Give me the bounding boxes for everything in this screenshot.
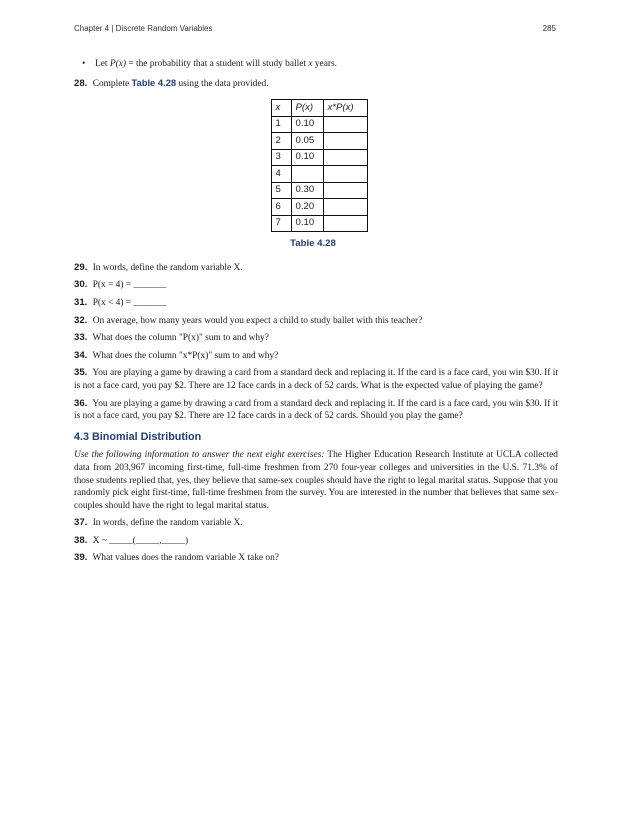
table-row	[271, 133, 367, 150]
question-text: What values does the random variable X take on?	[92, 553, 279, 564]
question-38	[74, 535, 558, 548]
question-34	[74, 350, 558, 363]
question-31	[74, 297, 558, 310]
bullet-text-post: years.	[312, 59, 337, 69]
bullet-text-mid: = the probability that a student will study ballet	[125, 59, 309, 69]
question-number: 34.	[74, 349, 88, 361]
table-row	[271, 116, 367, 133]
question-35	[74, 367, 558, 392]
table-container	[74, 99, 558, 251]
question-28	[74, 77, 558, 91]
question-number: 35.	[74, 367, 88, 379]
cell-xpx[interactable]	[323, 149, 367, 166]
page-number: 285	[542, 24, 556, 33]
cell-px: 0.10	[291, 149, 323, 166]
question-text: What does the column "x*P(x)" sum to and why?	[92, 350, 279, 361]
question-text: P(x < 4) = _______	[92, 297, 167, 308]
section-title: 4.3 Binomial Distribution	[74, 430, 202, 443]
question-text: X ~ _____(_____,_____)	[92, 535, 189, 546]
intro-text: The Higher Education Research Institute at UCLA collected data from 203,967 incoming first-time, full-time freshmen from 270 four-year colleges and universities in the U.S. 71.3% of those students replied that, yes, they believe that same-sex couples should have the right to legal marital status. Suppose that you randomly pick eight first-time, full-time freshmen from the survey. You are interested in the number that believes that same sex-couples should have the right to legal marital status.	[74, 450, 558, 511]
question-number: 30.	[74, 279, 88, 291]
data-table	[271, 99, 368, 232]
question-number: 29.	[74, 261, 88, 273]
table-header-row	[271, 100, 367, 117]
table-row	[271, 149, 367, 166]
question-number: 32.	[74, 314, 88, 326]
cell-x: 5	[271, 182, 291, 199]
bullet-item	[82, 58, 558, 71]
question-32	[74, 315, 558, 328]
bullet-x: x	[308, 59, 313, 69]
cell-px: 0.20	[291, 199, 323, 216]
cell-xpx[interactable]	[323, 116, 367, 133]
question-30	[74, 279, 558, 292]
question-number: 33.	[74, 332, 88, 344]
cell-xpx[interactable]	[323, 199, 367, 216]
question-36	[74, 398, 558, 423]
table-row	[271, 182, 367, 199]
page-content	[74, 58, 558, 570]
cell-xpx[interactable]	[323, 133, 367, 150]
question-text-post: using the data provided.	[176, 78, 269, 89]
cell-px: 0.10	[291, 215, 323, 232]
header-x: x	[271, 100, 291, 117]
cell-xpx[interactable]	[323, 166, 367, 183]
section-intro	[74, 449, 558, 512]
cell-px: 0.10	[291, 116, 323, 133]
question-37	[74, 517, 558, 530]
question-33	[74, 332, 558, 345]
cell-x: 6	[271, 199, 291, 216]
question-number: 28.	[74, 77, 88, 89]
cell-x: 3	[271, 149, 291, 166]
cell-x: 4	[271, 166, 291, 183]
chapter-title: Chapter 4 | Discrete Random Variables	[74, 24, 213, 33]
question-text-pre: Complete	[92, 78, 132, 89]
question-text: P(x = 4) = _______	[92, 280, 167, 291]
question-29	[74, 262, 558, 275]
table-link[interactable]: Table 4.28	[131, 76, 177, 88]
cell-x: 2	[271, 133, 291, 150]
cell-x: 1	[271, 116, 291, 133]
header-px: P(x)	[291, 100, 323, 117]
question-number: 38.	[74, 534, 88, 546]
page-header	[74, 24, 556, 33]
question-text: On average, how many years would you expect a child to study ballet with this teacher?	[92, 315, 423, 326]
question-number: 39.	[74, 552, 88, 564]
cell-px: 0.05	[291, 133, 323, 150]
cell-xpx[interactable]	[323, 182, 367, 199]
bullet-px: P(x)	[109, 59, 126, 69]
table-row	[271, 215, 367, 232]
question-number: 36.	[74, 397, 88, 409]
question-text: In words, define the random variable X.	[92, 518, 243, 529]
question-39	[74, 552, 558, 565]
bullet-text-pre: Let	[95, 59, 110, 69]
question-text: You are playing a game by drawing a card from a standard deck and replacing it. If the card is a face card, you win $30. If it is not a face card, you pay $2. There are 12 face cards in a deck of 52 cards. What is the expected value of playing the game?	[74, 368, 558, 391]
table-caption: Table 4.28	[290, 238, 336, 250]
intro-italic: Use the following information to answer the next eight exercises:	[74, 450, 325, 461]
question-text: You are playing a game by drawing a card from a standard deck and replacing it. If the card is a face card, you win $30. If it is not a face card, you pay $2. There are 12 face cards in a deck of 52 cards. Should you play the game?	[74, 398, 558, 422]
cell-px: 0.30	[291, 182, 323, 199]
bullet-dot-icon: •	[82, 59, 86, 69]
table-row	[271, 166, 367, 183]
cell-xpx[interactable]	[323, 215, 367, 232]
cell-x: 7	[271, 215, 291, 232]
table-row	[271, 199, 367, 216]
question-text: What does the column "P(x)" sum to and why?	[92, 333, 269, 344]
cell-px[interactable]	[291, 166, 323, 183]
header-xpx: x*P(x)	[323, 100, 367, 117]
question-number: 37.	[74, 517, 88, 529]
question-text: In words, define the random variable X.	[92, 262, 243, 273]
question-number: 31.	[74, 296, 88, 308]
